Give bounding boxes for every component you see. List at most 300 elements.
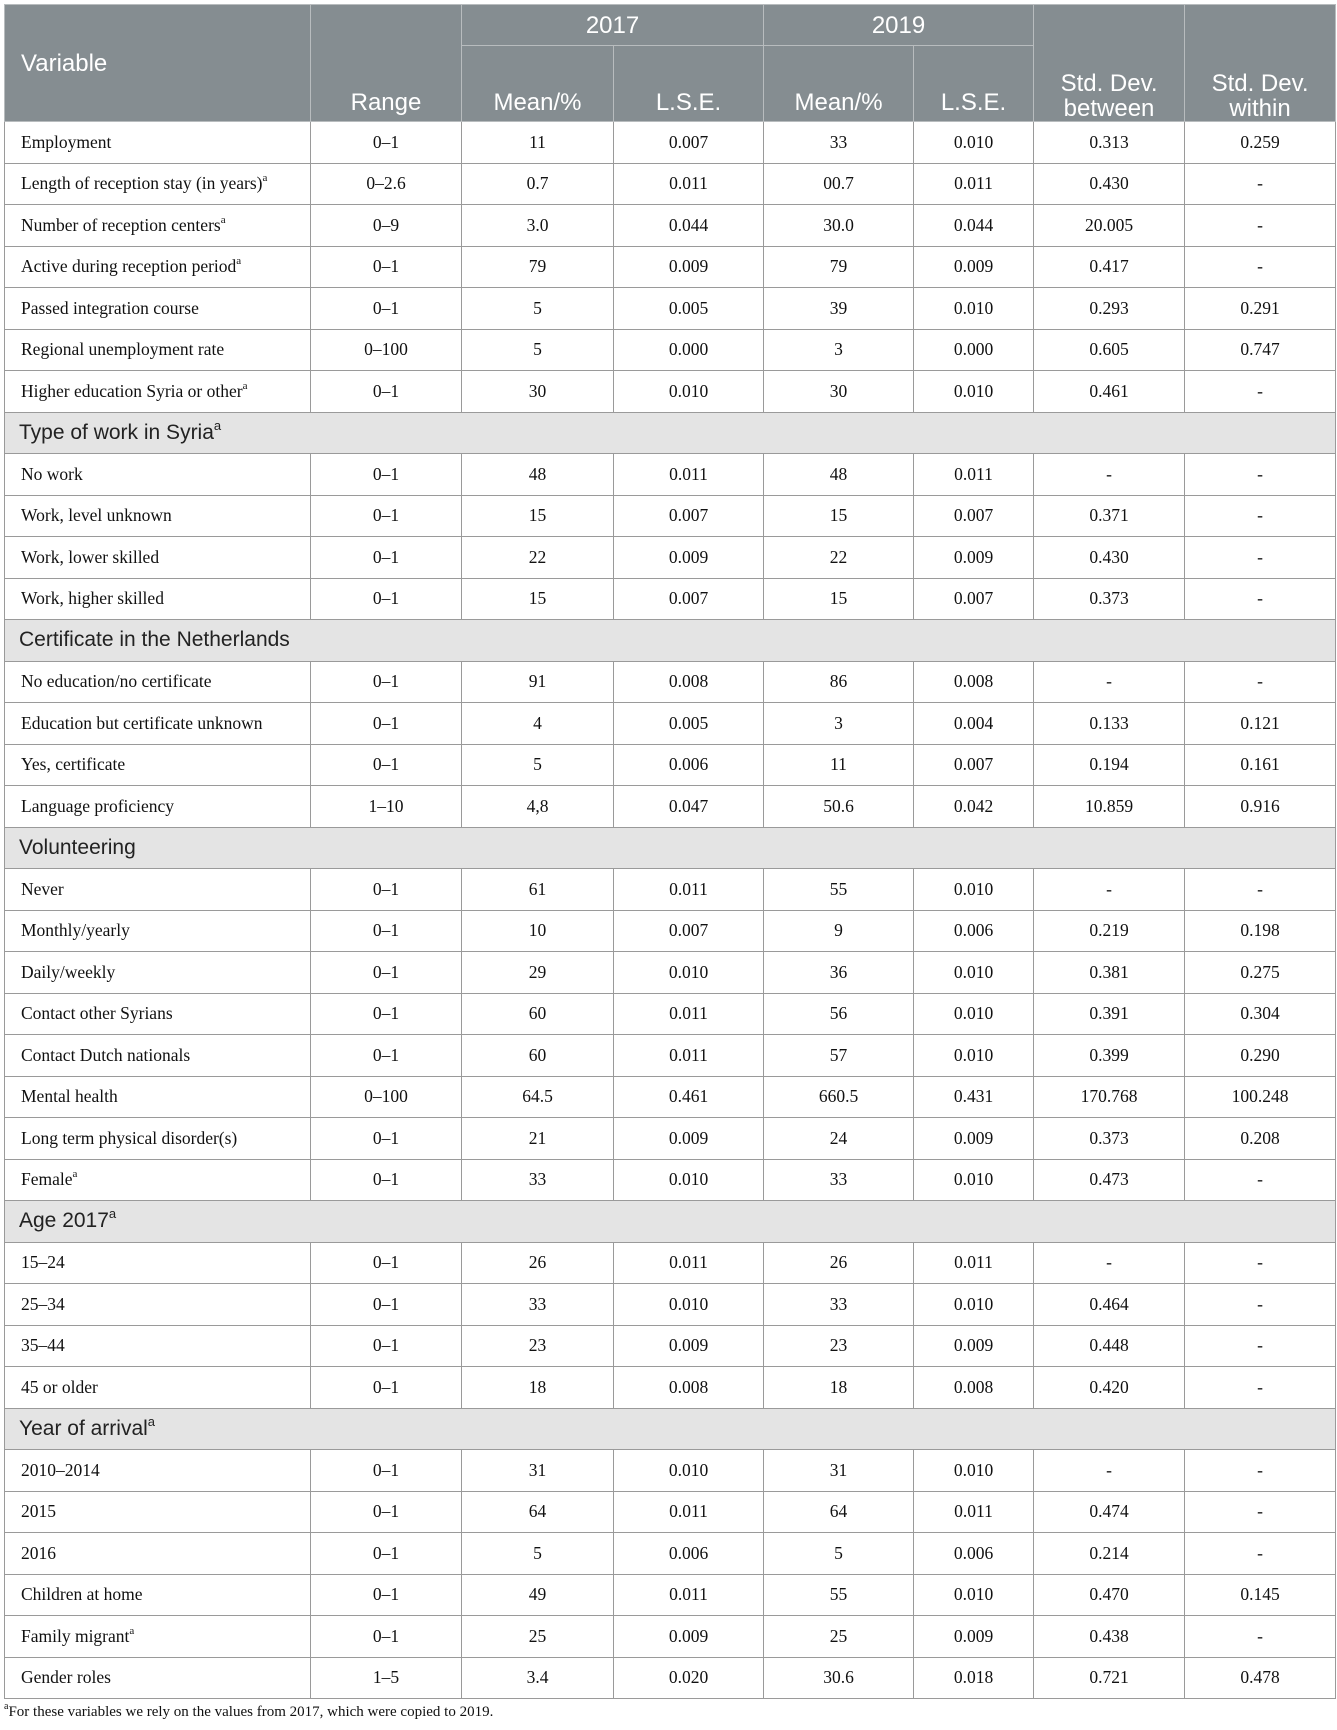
- range-cell: 0–1: [311, 495, 462, 537]
- mean-2019-cell: 86: [764, 661, 914, 703]
- table-footnote: [4, 1701, 494, 1721]
- table-row: [5, 952, 1336, 994]
- mean-2019-cell: 50.6: [764, 786, 914, 828]
- table-row: [5, 246, 1336, 288]
- table-row: [5, 744, 1336, 786]
- mean-2019-cell: 15: [764, 495, 914, 537]
- lse-2017-cell: 0.007: [614, 578, 764, 620]
- table-row: [5, 1574, 1336, 1616]
- mean-2017-cell: 29: [462, 952, 614, 994]
- variable-label: No education/no certificate: [21, 671, 212, 692]
- range-cell: 1–5: [311, 1657, 462, 1699]
- variable-cell: [5, 1035, 311, 1077]
- std-dev-within-cell: 100.248: [1185, 1076, 1336, 1118]
- mean-2019-cell: 48: [764, 454, 914, 496]
- std-dev-within-cell: -: [1185, 205, 1336, 247]
- range-cell: 0–1: [311, 703, 462, 745]
- variable-cell: [5, 454, 311, 496]
- std-dev-between-cell: 0.313: [1034, 122, 1185, 164]
- mean-2017-cell: 11: [462, 122, 614, 164]
- footnote-marker: a: [129, 1624, 135, 1637]
- range-cell: 0–1: [311, 1118, 462, 1160]
- variable-label: No work: [21, 463, 83, 484]
- lse-2019-cell: 0.010: [914, 1284, 1034, 1326]
- std-dev-within-cell: 0.145: [1185, 1574, 1336, 1616]
- lse-2017-cell: 0.000: [614, 329, 764, 371]
- mean-2017-cell: 33: [462, 1159, 614, 1201]
- section-header-label: [5, 827, 1336, 869]
- lse-2017-cell: 0.008: [614, 1367, 764, 1409]
- variable-cell: [5, 371, 311, 413]
- range-cell: 0–1: [311, 454, 462, 496]
- std-dev-between-cell: 0.605: [1034, 329, 1185, 371]
- lse-2019-cell: 0.000: [914, 329, 1034, 371]
- variable-cell: [5, 703, 311, 745]
- table-row: [5, 371, 1336, 413]
- mean-2019-cell: 30.6: [764, 1657, 914, 1699]
- mean-2019-cell: 11: [764, 744, 914, 786]
- lse-2017-cell: 0.020: [614, 1657, 764, 1699]
- mean-2019-cell: 55: [764, 869, 914, 911]
- section-title: Certificate in the Netherlands: [19, 628, 290, 652]
- std-dev-between-cell: 0.381: [1034, 952, 1185, 994]
- lse-2017-cell: 0.010: [614, 1284, 764, 1326]
- lse-2017-cell: 0.005: [614, 703, 764, 745]
- lse-2019-cell: 0.010: [914, 371, 1034, 413]
- range-cell: 0–1: [311, 1367, 462, 1409]
- std-dev-within-cell: -: [1185, 1242, 1336, 1284]
- std-dev-within-cell: 0.478: [1185, 1657, 1336, 1699]
- variable-label: Family migrant: [21, 1625, 130, 1646]
- mean-2019-cell: 24: [764, 1118, 914, 1160]
- table-row: [5, 1491, 1336, 1533]
- mean-2019-cell: 25: [764, 1616, 914, 1658]
- footnote-text: For these variables we rely on the values from 2017, which were copied to 2019.: [8, 1704, 494, 1720]
- std-dev-within-cell: 0.304: [1185, 993, 1336, 1035]
- header-std-dev-within-line1: Std. Dev.: [1211, 70, 1309, 97]
- range-cell: 0–1: [311, 1035, 462, 1077]
- std-dev-between-cell: -: [1034, 1242, 1185, 1284]
- mean-2017-cell: 3.0: [462, 205, 614, 247]
- variable-label: Work, level unknown: [21, 505, 172, 526]
- mean-2017-cell: 30: [462, 371, 614, 413]
- range-cell: 0–1: [311, 1533, 462, 1575]
- variable-cell: [5, 1533, 311, 1575]
- section-title: Age 2017: [19, 1209, 109, 1233]
- variable-label: Active during reception period: [21, 256, 237, 277]
- table-row: [5, 1533, 1336, 1575]
- table-row: [5, 122, 1336, 164]
- variable-cell: [5, 1242, 311, 1284]
- range-cell: 0–1: [311, 1574, 462, 1616]
- footnote-marker: a: [213, 417, 222, 433]
- mean-2019-cell: 33: [764, 1159, 914, 1201]
- std-dev-within-cell: -: [1185, 1367, 1336, 1409]
- variable-label: Higher education Syria or other: [21, 380, 243, 401]
- std-dev-between-cell: -: [1034, 454, 1185, 496]
- header-lse-2019: L.S.E.: [914, 46, 1034, 122]
- mean-2017-cell: 15: [462, 578, 614, 620]
- std-dev-between-cell: 0.448: [1034, 1325, 1185, 1367]
- lse-2019-cell: 0.011: [914, 163, 1034, 205]
- variable-cell: [5, 329, 311, 371]
- table-row: [5, 1242, 1336, 1284]
- lse-2019-cell: 0.011: [914, 1242, 1034, 1284]
- section-header-label: [5, 620, 1336, 662]
- descriptive-statistics-table: [4, 4, 1336, 1699]
- std-dev-between-cell: -: [1034, 869, 1185, 911]
- std-dev-within-cell: -: [1185, 537, 1336, 579]
- std-dev-between-cell: 0.399: [1034, 1035, 1185, 1077]
- std-dev-within-cell: 0.747: [1185, 329, 1336, 371]
- variable-cell: [5, 537, 311, 579]
- lse-2019-cell: 0.009: [914, 246, 1034, 288]
- lse-2017-cell: 0.011: [614, 1035, 764, 1077]
- mean-2019-cell: 39: [764, 288, 914, 330]
- variable-cell: [5, 122, 311, 164]
- lse-2017-cell: 0.010: [614, 371, 764, 413]
- lse-2017-cell: 0.007: [614, 910, 764, 952]
- std-dev-within-cell: -: [1185, 869, 1336, 911]
- header-range: Range: [311, 5, 462, 122]
- mean-2019-cell: 00.7: [764, 163, 914, 205]
- variable-cell: [5, 1367, 311, 1409]
- mean-2019-cell: 660.5: [764, 1076, 914, 1118]
- variable-label: 35–44: [21, 1335, 65, 1356]
- mean-2017-cell: 61: [462, 869, 614, 911]
- lse-2017-cell: 0.006: [614, 1533, 764, 1575]
- lse-2017-cell: 0.005: [614, 288, 764, 330]
- mean-2017-cell: 23: [462, 1325, 614, 1367]
- mean-2017-cell: 33: [462, 1284, 614, 1326]
- range-cell: 0–1: [311, 246, 462, 288]
- std-dev-between-cell: 0.133: [1034, 703, 1185, 745]
- section-header-row: [5, 620, 1336, 662]
- variable-cell: [5, 205, 311, 247]
- section-title: Volunteering: [19, 835, 136, 859]
- std-dev-between-cell: 0.473: [1034, 1159, 1185, 1201]
- std-dev-within-cell: -: [1185, 371, 1336, 413]
- variable-label: Employment: [21, 131, 112, 152]
- variable-label: Female: [21, 1169, 73, 1190]
- std-dev-between-cell: 0.474: [1034, 1491, 1185, 1533]
- std-dev-within-cell: -: [1185, 1159, 1336, 1201]
- range-cell: 0–9: [311, 205, 462, 247]
- section-header-row: [5, 412, 1336, 454]
- std-dev-between-cell: 0.391: [1034, 993, 1185, 1035]
- range-cell: 0–1: [311, 1159, 462, 1201]
- std-dev-between-cell: 170.768: [1034, 1076, 1185, 1118]
- std-dev-within-cell: 0.208: [1185, 1118, 1336, 1160]
- header-std-dev-within-line2: within: [1229, 95, 1291, 122]
- table-row: [5, 869, 1336, 911]
- lse-2017-cell: 0.007: [614, 495, 764, 537]
- lse-2019-cell: 0.007: [914, 578, 1034, 620]
- range-cell: 0–1: [311, 1284, 462, 1326]
- range-cell: 0–1: [311, 1450, 462, 1492]
- mean-2019-cell: 15: [764, 578, 914, 620]
- table-row: [5, 910, 1336, 952]
- lse-2017-cell: 0.009: [614, 537, 764, 579]
- lse-2017-cell: 0.011: [614, 1242, 764, 1284]
- variable-label: 2010–2014: [21, 1459, 100, 1480]
- table-row: [5, 1076, 1336, 1118]
- std-dev-within-cell: -: [1185, 1325, 1336, 1367]
- lse-2019-cell: 0.007: [914, 744, 1034, 786]
- mean-2017-cell: 0.7: [462, 163, 614, 205]
- header-year-2017: 2017: [462, 5, 764, 46]
- variable-label: Work, lower skilled: [21, 546, 160, 567]
- lse-2017-cell: 0.009: [614, 1325, 764, 1367]
- variable-label: 45 or older: [21, 1376, 98, 1397]
- mean-2019-cell: 18: [764, 1367, 914, 1409]
- lse-2017-cell: 0.009: [614, 246, 764, 288]
- variable-label: Work, higher skilled: [21, 588, 164, 609]
- std-dev-within-cell: -: [1185, 246, 1336, 288]
- std-dev-within-cell: 0.290: [1185, 1035, 1336, 1077]
- variable-cell: [5, 910, 311, 952]
- lse-2017-cell: 0.011: [614, 1491, 764, 1533]
- table-row: [5, 1325, 1336, 1367]
- range-cell: 0–1: [311, 744, 462, 786]
- variable-cell: [5, 952, 311, 994]
- mean-2019-cell: 56: [764, 993, 914, 1035]
- mean-2017-cell: 5: [462, 329, 614, 371]
- variable-cell: [5, 578, 311, 620]
- footnote-marker: a: [147, 1413, 156, 1429]
- variable-label: Children at home: [21, 1584, 143, 1605]
- section-title: Year of arrival: [19, 1416, 148, 1440]
- std-dev-within-cell: -: [1185, 1284, 1336, 1326]
- footnote-marker: a: [262, 172, 268, 185]
- std-dev-within-cell: -: [1185, 1616, 1336, 1658]
- range-cell: 0–1: [311, 1325, 462, 1367]
- std-dev-between-cell: -: [1034, 661, 1185, 703]
- section-header-label: [5, 412, 1336, 454]
- table-row: [5, 1450, 1336, 1492]
- variable-cell: [5, 1491, 311, 1533]
- variable-cell: [5, 869, 311, 911]
- mean-2017-cell: 4: [462, 703, 614, 745]
- table-row: [5, 329, 1336, 371]
- std-dev-within-cell: 0.275: [1185, 952, 1336, 994]
- footnote-marker: a: [220, 213, 226, 226]
- section-header-row: [5, 1201, 1336, 1243]
- table-row: [5, 661, 1336, 703]
- std-dev-between-cell: 0.373: [1034, 1118, 1185, 1160]
- section-header-label: [5, 1201, 1336, 1243]
- lse-2017-cell: 0.010: [614, 1159, 764, 1201]
- lse-2019-cell: 0.004: [914, 703, 1034, 745]
- std-dev-between-cell: 0.430: [1034, 537, 1185, 579]
- mean-2017-cell: 60: [462, 1035, 614, 1077]
- mean-2019-cell: 64: [764, 1491, 914, 1533]
- variable-cell: [5, 1284, 311, 1326]
- std-dev-between-cell: 0.219: [1034, 910, 1185, 952]
- footnote-marker: a: [72, 1168, 78, 1181]
- lse-2019-cell: 0.009: [914, 1616, 1034, 1658]
- header-mean-2019: Mean/%: [764, 46, 914, 122]
- lse-2017-cell: 0.010: [614, 952, 764, 994]
- table-row: [5, 1616, 1336, 1658]
- table-body: [5, 122, 1336, 1699]
- table-row: [5, 1284, 1336, 1326]
- variable-cell: [5, 163, 311, 205]
- std-dev-within-cell: 0.291: [1185, 288, 1336, 330]
- variable-label: Daily/weekly: [21, 961, 116, 982]
- mean-2019-cell: 9: [764, 910, 914, 952]
- mean-2019-cell: 31: [764, 1450, 914, 1492]
- range-cell: 0–1: [311, 288, 462, 330]
- std-dev-within-cell: 0.161: [1185, 744, 1336, 786]
- mean-2019-cell: 3: [764, 703, 914, 745]
- mean-2017-cell: 64: [462, 1491, 614, 1533]
- variable-cell: [5, 288, 311, 330]
- std-dev-within-cell: 0.259: [1185, 122, 1336, 164]
- lse-2019-cell: 0.042: [914, 786, 1034, 828]
- table-row: [5, 1657, 1336, 1699]
- mean-2019-cell: 36: [764, 952, 914, 994]
- mean-2017-cell: 5: [462, 1533, 614, 1575]
- std-dev-between-cell: 0.371: [1034, 495, 1185, 537]
- range-cell: 0–1: [311, 122, 462, 164]
- range-cell: 1–10: [311, 786, 462, 828]
- std-dev-within-cell: 0.121: [1185, 703, 1336, 745]
- mean-2019-cell: 30.0: [764, 205, 914, 247]
- header-std-dev-between-line1: Std. Dev.: [1060, 70, 1158, 97]
- descriptive-statistics-table-container: [4, 4, 1335, 1699]
- mean-2017-cell: 10: [462, 910, 614, 952]
- variable-label: Education but certificate unknown: [21, 712, 263, 733]
- mean-2017-cell: 26: [462, 1242, 614, 1284]
- mean-2017-cell: 5: [462, 288, 614, 330]
- std-dev-within-cell: -: [1185, 163, 1336, 205]
- range-cell: 0–1: [311, 537, 462, 579]
- table-row: [5, 1118, 1336, 1160]
- mean-2017-cell: 18: [462, 1367, 614, 1409]
- std-dev-between-cell: 0.214: [1034, 1533, 1185, 1575]
- std-dev-between-cell: 10.859: [1034, 786, 1185, 828]
- mean-2017-cell: 4,8: [462, 786, 614, 828]
- variable-label: Gender roles: [21, 1667, 111, 1688]
- std-dev-within-cell: -: [1185, 578, 1336, 620]
- range-cell: 0–1: [311, 371, 462, 413]
- std-dev-within-cell: -: [1185, 1450, 1336, 1492]
- table-row: [5, 578, 1336, 620]
- variable-cell: [5, 786, 311, 828]
- table-row: [5, 537, 1336, 579]
- header-row-years: [5, 5, 1336, 46]
- mean-2019-cell: 79: [764, 246, 914, 288]
- lse-2017-cell: 0.011: [614, 993, 764, 1035]
- lse-2019-cell: 0.010: [914, 1450, 1034, 1492]
- variable-label: Mental health: [21, 1086, 118, 1107]
- section-header-label: [5, 1408, 1336, 1450]
- std-dev-within-cell: -: [1185, 495, 1336, 537]
- std-dev-within-cell: -: [1185, 1533, 1336, 1575]
- range-cell: 0–100: [311, 1076, 462, 1118]
- section-header-row: [5, 1408, 1336, 1450]
- lse-2017-cell: 0.461: [614, 1076, 764, 1118]
- lse-2019-cell: 0.007: [914, 495, 1034, 537]
- mean-2019-cell: 22: [764, 537, 914, 579]
- variable-label: Length of reception stay (in years): [21, 173, 263, 194]
- mean-2017-cell: 64.5: [462, 1076, 614, 1118]
- std-dev-within-cell: -: [1185, 661, 1336, 703]
- variable-cell: [5, 1616, 311, 1658]
- table-row: [5, 1035, 1336, 1077]
- lse-2017-cell: 0.009: [614, 1616, 764, 1658]
- lse-2017-cell: 0.009: [614, 1118, 764, 1160]
- header-std-dev-within: [1185, 5, 1336, 122]
- variable-cell: [5, 1450, 311, 1492]
- mean-2017-cell: 91: [462, 661, 614, 703]
- mean-2017-cell: 21: [462, 1118, 614, 1160]
- mean-2017-cell: 49: [462, 1574, 614, 1616]
- mean-2017-cell: 79: [462, 246, 614, 288]
- variable-cell: [5, 246, 311, 288]
- table-row: [5, 703, 1336, 745]
- footnote-marker: a: [236, 255, 242, 268]
- mean-2017-cell: 60: [462, 993, 614, 1035]
- variable-label: Contact other Syrians: [21, 1003, 173, 1024]
- std-dev-between-cell: 0.721: [1034, 1657, 1185, 1699]
- range-cell: 0–1: [311, 1242, 462, 1284]
- lse-2017-cell: 0.011: [614, 1574, 764, 1616]
- range-cell: 0–100: [311, 329, 462, 371]
- mean-2017-cell: 5: [462, 744, 614, 786]
- std-dev-between-cell: 0.430: [1034, 163, 1185, 205]
- mean-2017-cell: 31: [462, 1450, 614, 1492]
- mean-2019-cell: 30: [764, 371, 914, 413]
- variable-cell: [5, 1325, 311, 1367]
- range-cell: 0–1: [311, 1616, 462, 1658]
- variable-label: Never: [21, 878, 64, 899]
- variable-label: Passed integration course: [21, 297, 199, 318]
- std-dev-within-cell: -: [1185, 1491, 1336, 1533]
- table-row: [5, 288, 1336, 330]
- variable-cell: [5, 1076, 311, 1118]
- variable-cell: [5, 1118, 311, 1160]
- table-row: [5, 205, 1336, 247]
- header-mean-2017: Mean/%: [462, 46, 614, 122]
- header-variable: Variable: [5, 5, 311, 122]
- std-dev-between-cell: 0.420: [1034, 1367, 1185, 1409]
- variable-cell: [5, 1574, 311, 1616]
- lse-2019-cell: 0.009: [914, 1118, 1034, 1160]
- variable-label: 25–34: [21, 1293, 65, 1314]
- table-row: [5, 1367, 1336, 1409]
- std-dev-between-cell: -: [1034, 1450, 1185, 1492]
- lse-2019-cell: 0.008: [914, 1367, 1034, 1409]
- range-cell: 0–2.6: [311, 163, 462, 205]
- header-lse-2017: L.S.E.: [614, 46, 764, 122]
- variable-label: Yes, certificate: [21, 754, 126, 775]
- range-cell: 0–1: [311, 661, 462, 703]
- variable-label: Long term physical disorder(s): [21, 1127, 238, 1148]
- lse-2019-cell: 0.011: [914, 454, 1034, 496]
- lse-2019-cell: 0.010: [914, 952, 1034, 994]
- variable-label: Contact Dutch nationals: [21, 1044, 191, 1065]
- lse-2017-cell: 0.006: [614, 744, 764, 786]
- std-dev-between-cell: 0.373: [1034, 578, 1185, 620]
- variable-cell: [5, 744, 311, 786]
- std-dev-within-cell: 0.916: [1185, 786, 1336, 828]
- range-cell: 0–1: [311, 910, 462, 952]
- mean-2019-cell: 3: [764, 329, 914, 371]
- header-std-dev-between: [1034, 5, 1185, 122]
- variable-label: Regional unemployment rate: [21, 339, 225, 360]
